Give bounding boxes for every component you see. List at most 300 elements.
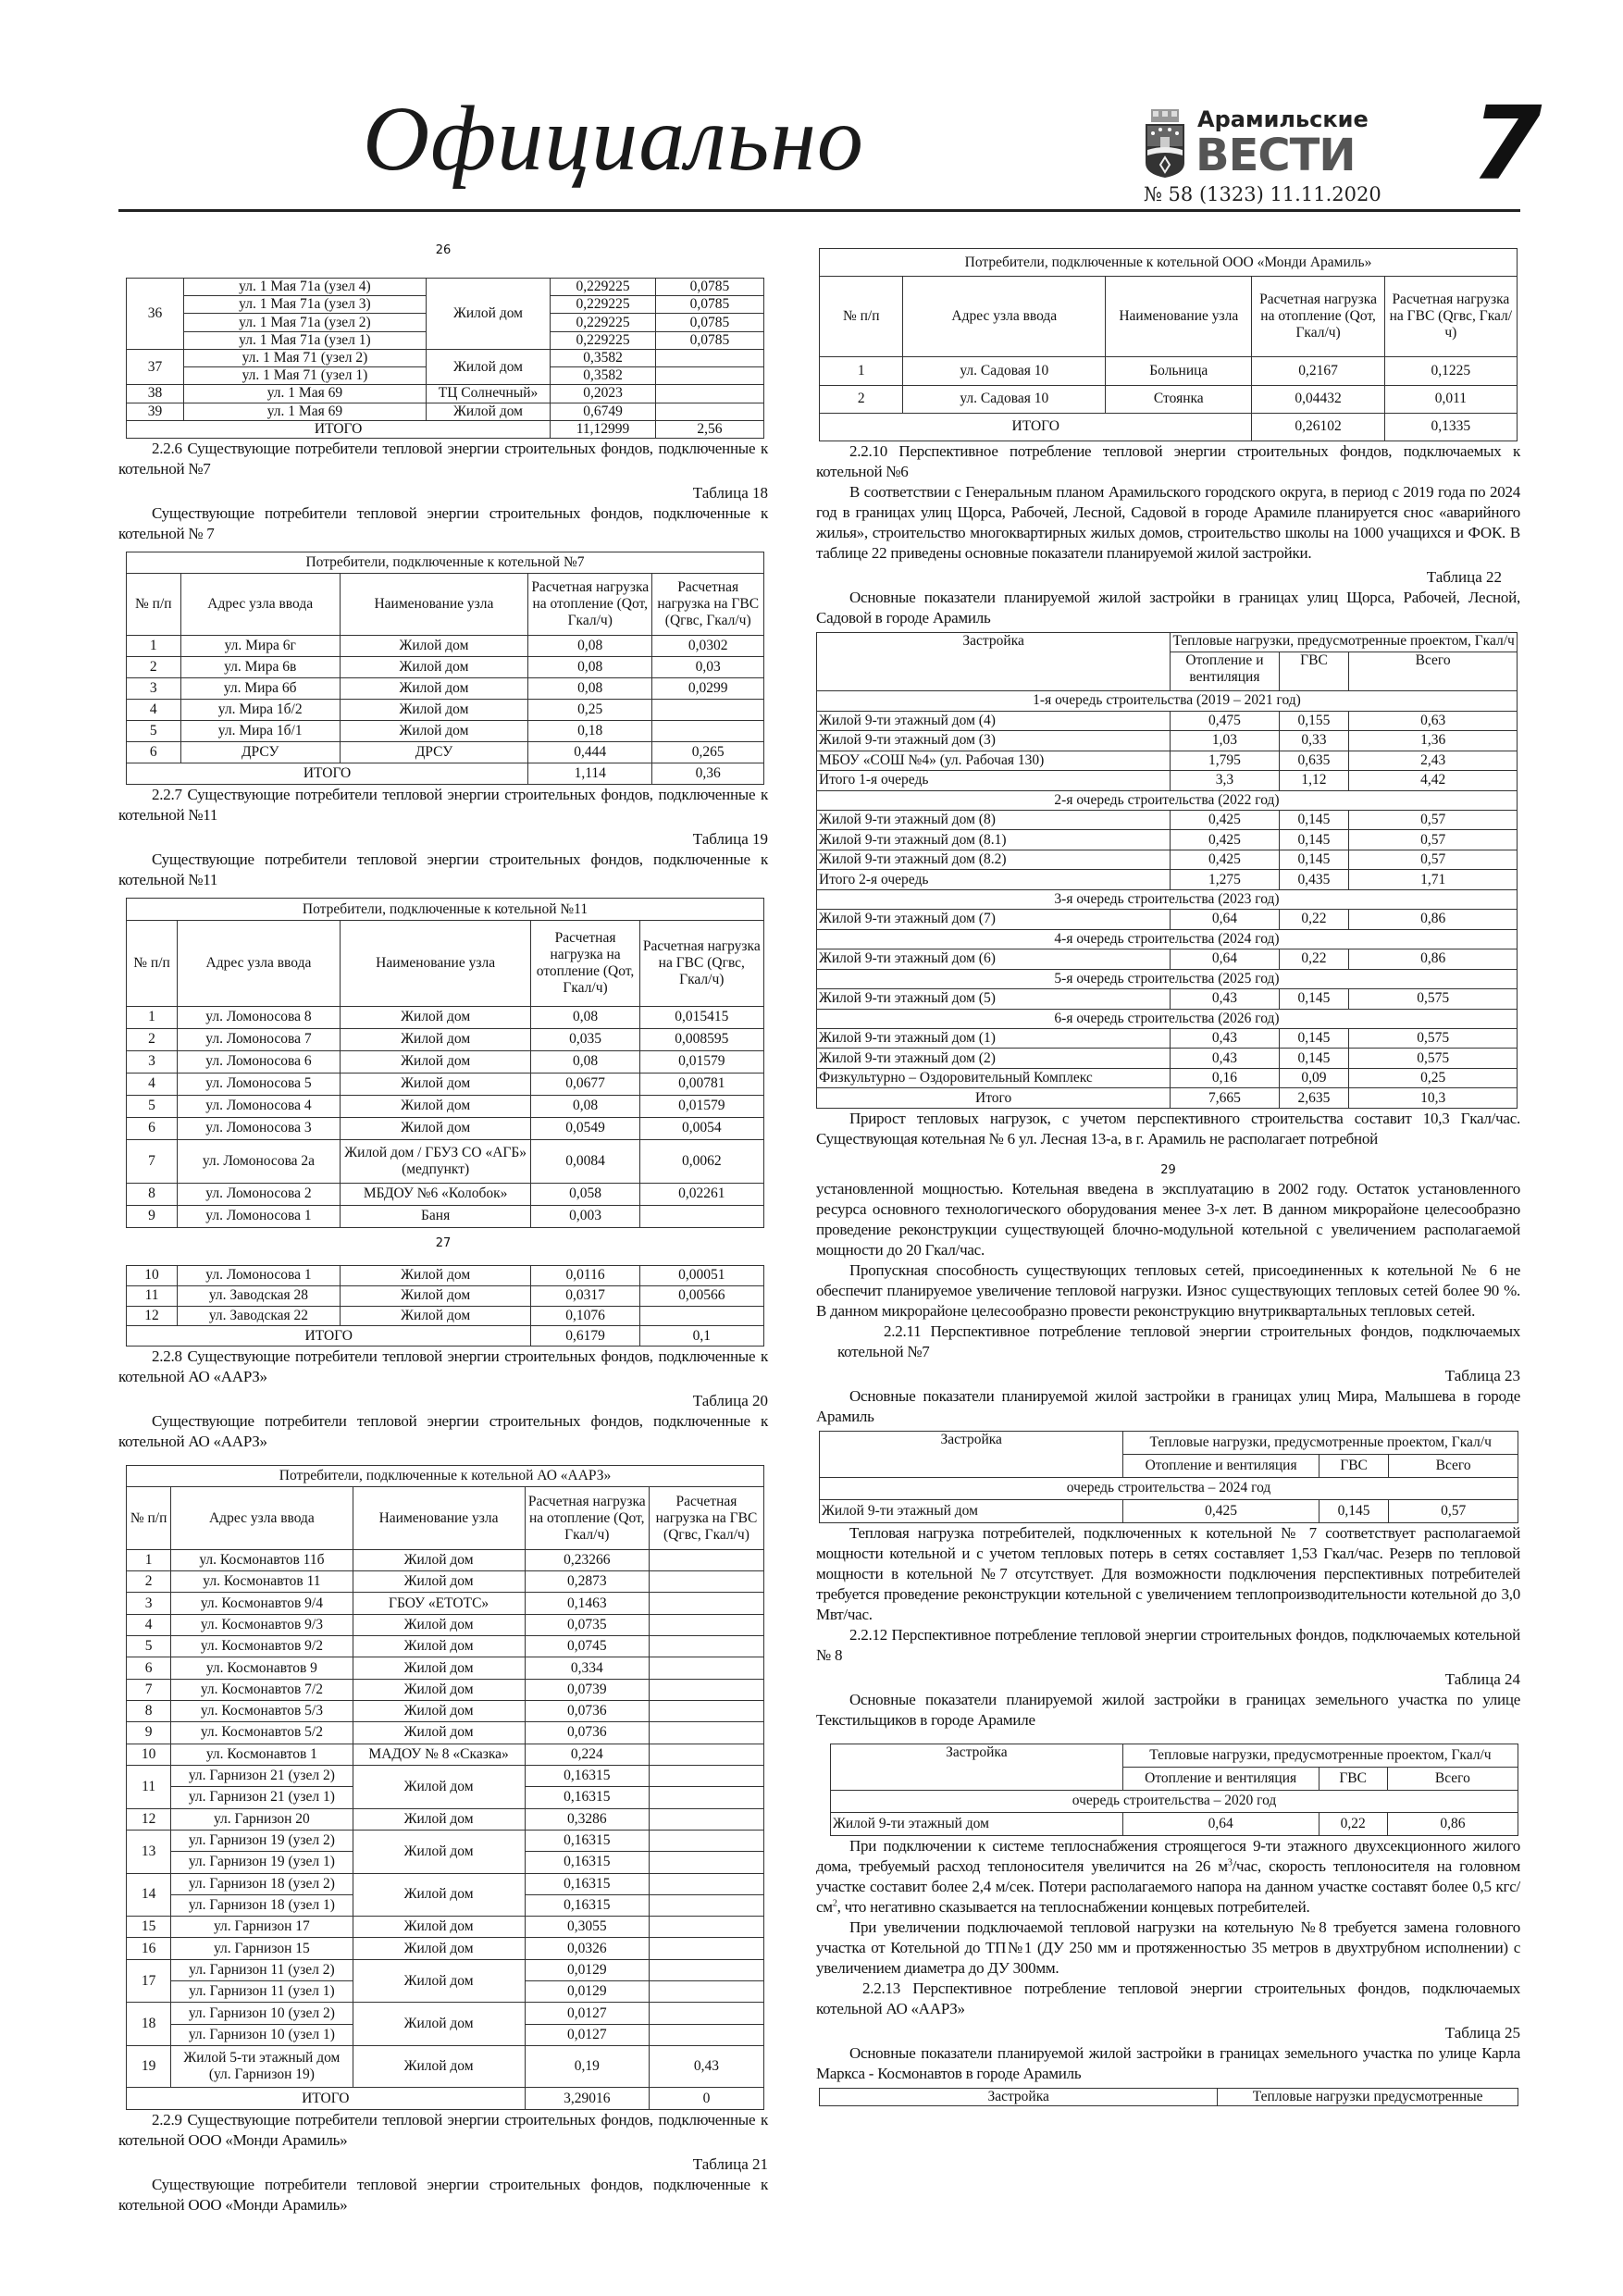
- table-row: [817, 929, 1518, 949]
- table-cell: Расчетная нагрузка на ГВС (Qгвс, Гкал/ч): [639, 921, 763, 1006]
- table-cell: 10: [127, 1266, 178, 1286]
- table-row: [127, 349, 764, 366]
- table-cell: Жилой дом: [340, 1006, 531, 1028]
- table-cell: 0,01579: [639, 1095, 763, 1117]
- city-crest-icon: [1144, 109, 1186, 178]
- table-cell: [649, 1614, 763, 1635]
- table-cell: [649, 1959, 763, 1980]
- table-cell: Жилой 9-ти этажный дом (5): [817, 989, 1171, 1009]
- table-cell: ул. Садовая 10: [903, 357, 1106, 385]
- table-cell: ДРСУ: [180, 741, 340, 763]
- table-cell: ГВС: [1279, 652, 1349, 691]
- table-cell: 0,08: [528, 656, 652, 677]
- table-cell: 4: [127, 1614, 171, 1635]
- table-cell: Жилой 9-ти этажный дом (7): [817, 910, 1171, 929]
- superscript: 2: [832, 1898, 837, 1909]
- table-label: Таблица 20: [692, 1392, 768, 1409]
- table-cell: Жилой дом: [340, 656, 527, 677]
- table-cell: 0,229225: [551, 279, 656, 296]
- table-cell: [649, 1593, 763, 1614]
- table-row: [127, 1139, 764, 1183]
- table-cell: 0,011: [1384, 385, 1517, 413]
- table-cell: 8: [127, 1701, 171, 1722]
- table-cell: Жилой дом: [353, 1830, 525, 1873]
- table-row: [127, 635, 764, 656]
- table-cell: 0,16315: [525, 1873, 649, 1894]
- table-cell: [649, 1657, 763, 1679]
- table-row: [820, 357, 1518, 385]
- table-cell: 0,3582: [551, 349, 656, 366]
- table-row: [127, 1765, 764, 1786]
- table-cell: ул. Ломоносова 1: [178, 1266, 341, 1286]
- table-cell: Жилой дом: [353, 1571, 525, 1593]
- table-row: [127, 1205, 764, 1227]
- table-cell: [649, 2003, 763, 2024]
- table-cell: 0,0116: [531, 1266, 639, 1286]
- table-cell: 5: [127, 1636, 171, 1657]
- table-label: Таблица 23: [1444, 1367, 1520, 1384]
- table-cell: [649, 1894, 763, 1916]
- table-cell: 0,0062: [639, 1139, 763, 1183]
- table-row: [831, 1813, 1518, 1836]
- table-cell: ул. 1 Мая 71а (узел 4): [184, 279, 427, 296]
- table-cell: 0,1335: [1384, 413, 1517, 441]
- table-cell: 0,19: [525, 2046, 649, 2088]
- table-row: [127, 1701, 764, 1722]
- issue-info: № 58 (1323) 11.11.2020: [1144, 183, 1381, 205]
- table-cell: 0,16315: [525, 1830, 649, 1851]
- table-cell: Отопление и вентиляция: [1122, 1767, 1319, 1790]
- table-cell: Расчетная нагрузка на ГВС (Qгвс, Гкал/ч): [1384, 277, 1517, 357]
- table-cell: Жилой дом: [353, 1808, 525, 1830]
- table-row: [127, 921, 764, 1006]
- table-cell: 7: [127, 1679, 171, 1700]
- table-cell: 0,2873: [525, 1571, 649, 1593]
- table-cell: 0,08: [531, 1006, 639, 1028]
- table-row: [817, 1088, 1518, 1109]
- table-cell: 1,03: [1171, 731, 1279, 751]
- table-cell: [649, 1852, 763, 1873]
- table-cell: ул. Космонавтов 5/2: [171, 1722, 353, 1744]
- table-cell: Жилой дом: [353, 1938, 525, 1959]
- section-title: Официально: [363, 87, 864, 190]
- table-cell: 0,0127: [525, 2024, 649, 2045]
- table-cell: 10,3: [1349, 1088, 1518, 1109]
- table-row: [831, 1790, 1518, 1813]
- table-cell: 0,3582: [551, 367, 656, 385]
- table-cell: 0,3055: [525, 1917, 649, 1938]
- table-cell: 0,57: [1349, 850, 1518, 869]
- table-cell: 13: [127, 1830, 171, 1873]
- table-cell: ул. Гарнизон 15: [171, 1938, 353, 1959]
- table-cell: ул. Ломоносова 6: [178, 1050, 341, 1073]
- table-cell: 2: [127, 1571, 171, 1593]
- table-cell: Жилой дом: [340, 699, 527, 720]
- table-cell: 2,56: [655, 420, 763, 438]
- table-cell: 7: [127, 1139, 178, 1183]
- table-cell: [649, 1830, 763, 1851]
- table-cell: 5: [127, 1095, 178, 1117]
- table-caption: Основные показатели планируемой жилой застройки в границах улиц Мира, Малышева в городе Арамиль: [816, 1387, 1520, 1425]
- table-25-header: [819, 2088, 1518, 2106]
- table-label: Таблица 19: [692, 830, 768, 848]
- table-cell: ул. Космонавтов 5/3: [171, 1701, 353, 1722]
- table-row: [127, 1095, 764, 1117]
- table-cell: 0,16315: [525, 1894, 649, 1916]
- table-cell: 0,16315: [525, 1787, 649, 1808]
- table-cell: Жилой дом: [353, 1549, 525, 1570]
- table-cell: ул. Ломоносова 7: [178, 1028, 341, 1050]
- table-cell: Расчетная нагрузка на отопление (Qот, Гкал/ч): [1252, 277, 1384, 357]
- table-cell: Жилой дом: [353, 2003, 525, 2046]
- table-cell: 0,425: [1171, 810, 1279, 829]
- paragraph-pipe-replacement: При увеличении подключаемой тепловой нагрузки на котельную №8 требуется замена головного участка от Котельной до ТП№1 (ДУ 250 мм и протяженностью 35 метров в двухтрубном исполнении) с увеличением диаметра до ДУ 300мм.: [816, 1918, 1520, 1977]
- table-cell: 1: [127, 1006, 178, 1028]
- table-label: Таблица 25: [1444, 2024, 1520, 2042]
- table-row: [127, 1873, 764, 1894]
- table-cell: 0,145: [1279, 1028, 1349, 1048]
- table-cell: ул. Мира 6г: [180, 635, 340, 656]
- table-cell: ул. Заводская 28: [178, 1285, 341, 1306]
- table-cell: 1,36: [1349, 731, 1518, 751]
- table-cell: 0,02261: [639, 1183, 763, 1205]
- table-cell: 5-я очередь строительства (2025 год): [817, 969, 1518, 988]
- table-caption: Существующие потребители тепловой энергии строительных фондов, подключенные к котельной №11: [118, 850, 768, 888]
- table-cell: 3: [127, 1593, 171, 1614]
- table-cell: Жилой 9-ти этажный дом (8.2): [817, 850, 1171, 869]
- table-row: [817, 969, 1518, 988]
- table-cell: 0,25: [1349, 1068, 1518, 1087]
- table-row: [127, 720, 764, 741]
- table-cell: Отопление и вентиляция: [1123, 1454, 1319, 1477]
- table-row: [127, 1917, 764, 1938]
- table-cell: Наименование узла: [353, 1487, 525, 1550]
- table-row: [820, 1477, 1518, 1500]
- table-cell: ул. Космонавтов 11: [171, 1571, 353, 1593]
- table-cell: 0,0785: [655, 279, 763, 296]
- table-cell: Всего: [1387, 1767, 1518, 1790]
- table-row: [127, 574, 764, 636]
- heading-2-2-11: 2.2.11 Перспективное потребление тепловой энергии строительных фондов, подключаемых котельной №7: [837, 1322, 1520, 1360]
- table-cell: Жилой дом: [340, 1117, 531, 1139]
- table-row: [127, 677, 764, 699]
- table-cell: ул. Гарнизон 10 (узел 2): [171, 2003, 353, 2024]
- table-cell: 11,12999: [551, 420, 656, 438]
- table-cell: Жилой дом: [426, 279, 550, 350]
- table-cell: ТЦ Солнечный»: [426, 385, 550, 403]
- table-row: [127, 1326, 764, 1347]
- table-cell: 0,0785: [655, 314, 763, 331]
- table-row: [127, 763, 764, 784]
- table-cell: 0,43: [1171, 1049, 1279, 1068]
- table-cell: Расчетная нагрузка на ГВС (Qгвс, Гкал/ч): [652, 574, 764, 636]
- table-cell: 5: [127, 720, 181, 741]
- table-cell: Жилой дом: [340, 720, 527, 741]
- table-cell: Жилой дом: [426, 349, 550, 384]
- heading-2-2-6: 2.2.6 Существующие потребители тепловой энергии строительных фондов, подключенные к котельной №7: [118, 440, 768, 478]
- table-row: [817, 1049, 1518, 1068]
- table-cell: ул. 1 Мая 71а (узел 2): [184, 314, 427, 331]
- table-cell: Наименование узла: [1106, 277, 1252, 357]
- table-cell: ул. Гарнизон 11 (узел 2): [171, 1959, 353, 1980]
- table-cell: 0,16: [1171, 1068, 1279, 1087]
- table-cell: ул. Космонавтов 9/3: [171, 1614, 353, 1635]
- table-cell: 0,575: [1349, 989, 1518, 1009]
- table-24: [830, 1744, 1518, 1836]
- table-cell: ул. 1 Мая 71а (узел 1): [184, 331, 427, 349]
- table-cell: Застройка: [831, 1744, 1123, 1791]
- table-cell: [652, 699, 764, 720]
- paragraph-installed-capacity: установленной мощностью. Котельная введена в эксплуатацию в 2002 году. Остаток установленного ресурса основного технологического оборудования менее 3-х лет. В данном микрорайоне целесообразно проведение реконструкции существующей блочно-модульной котельной с увеличением располагаемой мощности до 20 Гкал/час.: [816, 1180, 1520, 1259]
- table-cell: 3: [127, 677, 181, 699]
- table-row: [127, 1006, 764, 1028]
- table-cell: 9: [127, 1722, 171, 1744]
- table-cell: МАДОУ № 8 «Сказка»: [353, 1744, 525, 1765]
- table-cell: Стоянка: [1106, 385, 1252, 413]
- table-cell: Больница: [1106, 357, 1252, 385]
- table-row: [820, 385, 1518, 413]
- table-cell: Жилой 5-ти этажный дом (ул. Гарнизон 19): [171, 2046, 353, 2088]
- table-cell: ул. 1 Мая 69: [184, 403, 427, 420]
- table-cell: 0,145: [1279, 810, 1349, 829]
- table-row: [127, 1073, 764, 1095]
- table-cell: 17: [127, 1959, 171, 2003]
- table-cell: 0,1: [639, 1326, 763, 1347]
- header-divider: [118, 209, 1520, 212]
- table-cell: 0,425: [1171, 850, 1279, 869]
- table-cell: 0,0129: [525, 1981, 649, 2003]
- table-cell: ИТОГО: [127, 763, 528, 784]
- table-row: [127, 1183, 764, 1205]
- table-cell: ул. Гарнизон 21 (узел 2): [171, 1765, 353, 1786]
- table-cell: [649, 1679, 763, 1700]
- table-cell: 0,0326: [525, 1938, 649, 1959]
- table-cell: 8: [127, 1183, 178, 1205]
- table-caption: Основные показатели планируемой жилой застройки в границах земельного участка по улице Текстильщиков в городе Арамиле: [816, 1691, 1520, 1729]
- table-cell: 36: [127, 279, 184, 350]
- table-cell: ул. Гарнизон 10 (узел 1): [171, 2024, 353, 2045]
- table-cell: ул. Мира 6в: [180, 656, 340, 677]
- table-cell: ул. Мира 1б/1: [180, 720, 340, 741]
- table-row: [127, 1938, 764, 1959]
- table-row: [127, 279, 764, 296]
- table-cell: ул. 1 Мая 69: [184, 385, 427, 403]
- heading-2-2-10: 2.2.10 Перспективное потребление тепловой энергии строительных фондов, подключаемых к котельной №6: [816, 442, 1520, 480]
- table-cell: очередь строительства – 2024 год: [820, 1477, 1518, 1500]
- table-cell: МБОУ «СОШ №4» (ул. Рабочая 130): [817, 751, 1171, 770]
- table-caption: Существующие потребители тепловой энергии строительных фондов, подключенные к котельной АО «ААРЗ»: [118, 1412, 768, 1450]
- table-cell: [652, 720, 764, 741]
- table-row: [817, 949, 1518, 969]
- table-cell: Жилой дом: [340, 1095, 531, 1117]
- table-row: [127, 1959, 764, 1980]
- heading-2-2-8: 2.2.8 Существующие потребители тепловой энергии строительных фондов, подключенные к котельной АО «ААРЗ»: [118, 1347, 768, 1385]
- table-cell: 0,0785: [655, 331, 763, 349]
- table-cell: 0,0785: [655, 296, 763, 314]
- table-cell: 0,08: [528, 677, 652, 699]
- table-cell: 0,43: [649, 2046, 763, 2088]
- table-cell: Жилой дом: [353, 1917, 525, 1938]
- table-19: [126, 898, 764, 1228]
- table-cell: 0,16315: [525, 1765, 649, 1786]
- table-cell: ул. Ломоносова 2: [178, 1183, 341, 1205]
- table-cell: 11: [127, 1285, 178, 1306]
- table-cell: 0,6749: [551, 403, 656, 420]
- table-row: [127, 1117, 764, 1139]
- table-cell: Жилой 9-ти этажный дом: [820, 1500, 1123, 1523]
- right-column: [816, 242, 1520, 2106]
- table-cell: 0,229225: [551, 296, 656, 314]
- table-cell: № п/п: [127, 574, 181, 636]
- paragraph-boiler-7-load: Тепловая нагрузка потребителей, подключенных к котельной № 7 соответствует располагаемой мощности котельной и с учетом тепловых потерь в сетях составляет 1,53 Гкал/час. Резерв по тепловой мощности в котельной №7 отсутствует. Для возможности подключения перспективных потребителей требуется проведение реконструкции котельной с увеличением теплопроизводительности котельной до 3,0 Мвт/час.: [816, 1524, 1520, 1623]
- superscript: 3: [1227, 1857, 1233, 1868]
- table-cell: [655, 385, 763, 403]
- source-page-number: 26: [435, 243, 452, 257]
- table-cell: № п/п: [127, 921, 178, 1006]
- table-cell: 16: [127, 1938, 171, 1959]
- left-column: [118, 242, 768, 2215]
- table-cell: 1,275: [1171, 870, 1279, 889]
- table-row: [127, 1028, 764, 1050]
- table-cell: 0,08: [531, 1095, 639, 1117]
- table-cell: Жилой дом: [340, 1028, 531, 1050]
- table-cell: 0,04432: [1252, 385, 1384, 413]
- table-cell: Наименование узла: [340, 574, 527, 636]
- table-cell: 4,42: [1349, 771, 1518, 790]
- table-cell: 0,475: [1171, 711, 1279, 730]
- table-cell: ИТОГО: [127, 420, 551, 438]
- table-cell: 2,43: [1349, 751, 1518, 770]
- source-page-number: 27: [435, 1236, 452, 1250]
- heading-2-2-7: 2.2.7 Существующие потребители тепловой энергии строительных фондов, подключенные к котельной №11: [118, 786, 768, 824]
- table-cell: ул. Гарнизон 21 (узел 1): [171, 1787, 353, 1808]
- table-row: [127, 552, 764, 574]
- table-cell: Адрес узла ввода: [171, 1487, 353, 1550]
- table-cell: 0,0084: [531, 1139, 639, 1183]
- table-cell: 39: [127, 403, 184, 420]
- table-row: [817, 790, 1518, 810]
- heading-2-2-12: 2.2.12 Перспективное потребление тепловой энергии строительных фондов, подключаемых котельной № 8: [816, 1626, 1520, 1664]
- table-row: [817, 751, 1518, 770]
- paragraph-general-plan: В соответствии с Генеральным планом Арамильского городского округа, в период с 2019 года по 2024 год в границах улиц Щорса, Рабочей, Лесной, Садовой в городе Арамиле планируется снос «аварийного жилья», строительство многоквартирных жилых домов, строительство школы на 1000 учащихся и ФОК. В таблице 22 приведены основные показатели планируемой жилой застройки.: [816, 483, 1520, 562]
- table-cell: 0,0677: [531, 1073, 639, 1095]
- table-row: [127, 1306, 764, 1326]
- table-cell: 0,0549: [531, 1117, 639, 1139]
- table-cell: 0,26102: [1252, 413, 1384, 441]
- table-cell: 0,64: [1171, 910, 1279, 929]
- table-cell: 0,035: [531, 1028, 639, 1050]
- table-cell: ул. Мира 6б: [180, 677, 340, 699]
- table-row: [127, 1266, 764, 1286]
- table-cell: [649, 1571, 763, 1593]
- table-cell: Застройка: [820, 1432, 1123, 1478]
- table-row: [820, 277, 1518, 357]
- table-cell: МБДОУ №6 «Колобок»: [340, 1183, 531, 1205]
- table-cell: [655, 367, 763, 385]
- table-cell: 2,635: [1279, 1088, 1349, 1109]
- table-cell: 12: [127, 1306, 178, 1326]
- table-cell: 0,2167: [1252, 357, 1384, 385]
- table-cell: 0,00051: [639, 1266, 763, 1286]
- table-cell: ул. Космонавтов 11б: [171, 1549, 353, 1570]
- table-cell: 0,0054: [639, 1117, 763, 1139]
- table-row: [127, 2046, 764, 2088]
- table-row: [127, 1614, 764, 1635]
- table-cell: 3,3: [1171, 771, 1279, 790]
- table-cell: [655, 403, 763, 420]
- table-cell: 0,003: [531, 1205, 639, 1227]
- table-cell: Наименование узла: [340, 921, 531, 1006]
- table-cell: Застройка: [817, 633, 1171, 691]
- table-cell: 0,145: [1279, 989, 1349, 1009]
- brand-name-top: Арамильские: [1197, 106, 1369, 132]
- table-cell: 0,86: [1349, 949, 1518, 969]
- table-row: [817, 850, 1518, 869]
- table-cell: Жилой дом: [340, 1266, 531, 1286]
- table-cell: Итого 2-я очередь: [817, 870, 1171, 889]
- table-cell: 0,575: [1349, 1049, 1518, 1068]
- table-cell: 0,6179: [531, 1326, 639, 1347]
- table-row: [127, 2088, 764, 2110]
- table-cell: 3: [127, 1050, 178, 1073]
- table-cell: Адрес узла ввода: [903, 277, 1106, 357]
- table-cell: ИТОГО: [820, 413, 1252, 441]
- table-row: [127, 1830, 764, 1851]
- table-row: [831, 1744, 1518, 1768]
- table-cell: 10: [127, 1744, 171, 1765]
- table-cell: 37: [127, 349, 184, 384]
- table-row: [127, 699, 764, 720]
- table-cell: 0,33: [1279, 731, 1349, 751]
- table-row: [127, 1487, 764, 1550]
- table-cell: Жилой дом: [340, 1050, 531, 1073]
- table-cell: [649, 1722, 763, 1744]
- table-row: [820, 1432, 1518, 1455]
- table-cell: Потребители, подключенные к котельной ООО «Монди Арамиль»: [820, 249, 1518, 277]
- table-cell: Жилой дом: [426, 403, 550, 420]
- table-cell: 0,3286: [525, 1808, 649, 1830]
- paragraph-connection: [816, 1836, 1520, 1917]
- table-cell: Жилой дом: [353, 1614, 525, 1635]
- table-cell: 0,43: [1171, 1028, 1279, 1048]
- table-cell: Жилой 9-ти этажный дом (6): [817, 949, 1171, 969]
- table-row: [817, 633, 1518, 652]
- table-cell: Жилой дом / ГБУЗ СО «АГБ» (медпункт): [340, 1139, 531, 1183]
- table-row: [127, 1808, 764, 1830]
- table-cell: 0,86: [1387, 1813, 1518, 1836]
- table-cell: ГВС: [1319, 1767, 1387, 1790]
- table-cell: Жилой дом: [353, 1873, 525, 1917]
- table-row: [820, 1500, 1518, 1523]
- table-cell: ул. Космонавтов 9: [171, 1657, 353, 1679]
- table-cell: 0,18: [528, 720, 652, 741]
- table-cell: 18: [127, 2003, 171, 2046]
- table-cell: [649, 1765, 763, 1786]
- table-row: [817, 1028, 1518, 1048]
- table-cell: Жилой дом: [353, 1765, 525, 1808]
- table-cell: ул. Гарнизон 19 (узел 2): [171, 1830, 353, 1851]
- table-cell: [649, 1938, 763, 1959]
- table-cell: Итого: [817, 1088, 1171, 1109]
- table-cell: Жилой 9-ти этажный дом (4): [817, 711, 1171, 730]
- table-cell: Жилой 9-ти этажный дом (1): [817, 1028, 1171, 1048]
- table-cell: Всего: [1349, 652, 1518, 691]
- newspaper-logo: [1144, 107, 1375, 180]
- table-cell: 0,01579: [639, 1050, 763, 1073]
- table-caption: Основные показатели планируемой жилой застройки в границах земельного участка по улице Карла Маркса - Космонавтов в городе Арамиль: [816, 2044, 1520, 2082]
- table-cell: 0,334: [525, 1657, 649, 1679]
- table-cell: 1: [127, 635, 181, 656]
